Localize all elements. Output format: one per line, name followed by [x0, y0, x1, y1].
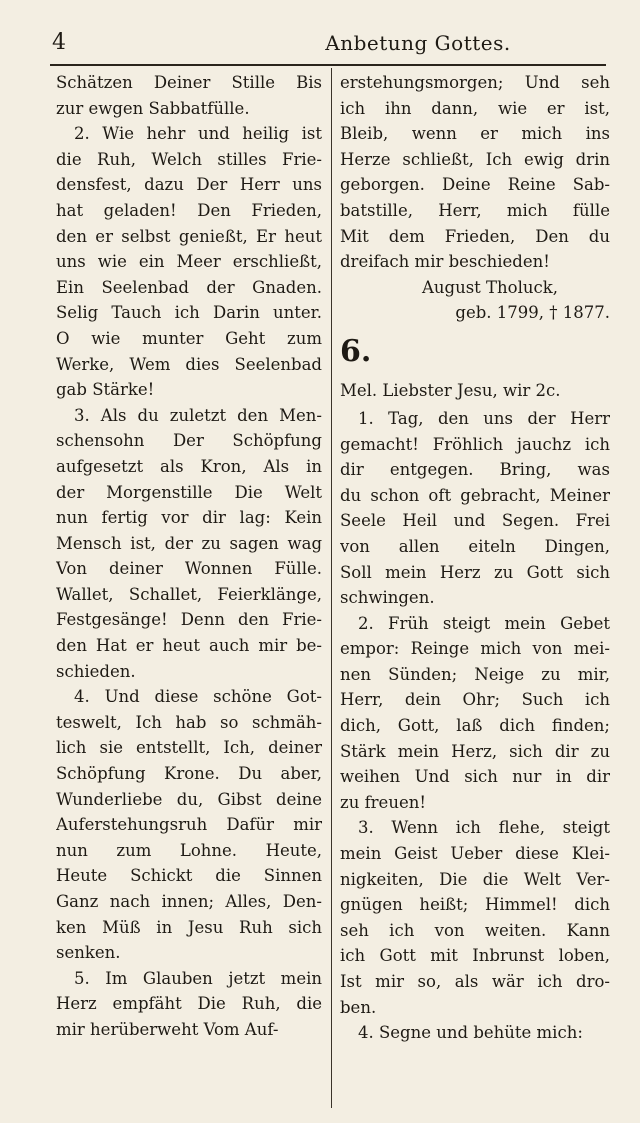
text-line: Bleib, wenn er mich ins: [340, 124, 610, 144]
text-line: uns wie ein Meer erschließt,: [56, 252, 322, 272]
text-line: weihen Und sich nur in dir: [340, 767, 610, 787]
text-line: nun fertig vor dir lag: Kein: [56, 508, 322, 528]
hymn-number: 6.: [340, 333, 372, 369]
text-line: ben.: [340, 997, 377, 1017]
text-line: ich ihn dann, wie er ist,: [340, 98, 610, 118]
text-line: Wallet, Schallet, Feierklänge,: [56, 584, 322, 604]
text-line: ich Gott mit Inbrunst loben,: [340, 946, 610, 966]
text-line: gnügen heißt; Himmel! dich: [340, 895, 610, 915]
text-line: Heute Schickt die Sinnen: [56, 866, 322, 886]
text-line: Mit dem Frieden, Den du: [340, 226, 610, 246]
text-line: 4. Segne und behüte mich:: [358, 1023, 583, 1043]
text-line: von allen eiteln Dingen,: [340, 536, 610, 556]
text-line: 5. Im Glauben jetzt mein: [74, 968, 322, 988]
melody-line: Mel. Liebster Jesu, wir 2c.: [340, 380, 561, 400]
text-line: geborgen. Deine Reine Sab-: [340, 175, 610, 195]
text-line: lich sie entstellt, Ich, deiner: [56, 738, 322, 758]
text-line: Ist mir so, als wär ich dro-: [340, 972, 610, 991]
text-line: dir entgegen. Bring, was: [340, 460, 610, 480]
hymn-6-text: [340, 406, 610, 1046]
text-line: Festgesänge! Denn den Frie-: [56, 610, 322, 630]
text-line: Auferstehungsruh Dafür mir: [56, 815, 322, 835]
text-line: Wunderliebe du, Gibst deine: [56, 789, 322, 809]
text-line: empor: Reinge mich von mei-: [340, 639, 610, 659]
text-line: Mensch ist, der zu sagen wag: [56, 533, 322, 553]
text-line: gab Stärke!: [56, 380, 155, 400]
text-line: dreifach mir beschieden!: [340, 252, 550, 272]
text-line: zu freuen!: [340, 792, 426, 812]
right-column: [340, 70, 610, 1046]
text-line: ken Müß in Jesu Ruh sich: [56, 917, 322, 937]
text-line: nun zum Lohne. Heute,: [56, 840, 322, 860]
text-line: hat geladen! Den Frieden,: [56, 200, 322, 220]
text-line: Seele Heil und Segen. Frei: [340, 511, 610, 531]
attribution-dates: geb. 1799, † 1877.: [455, 303, 610, 323]
text-line: den Hat er heut auch mir be-: [56, 636, 322, 656]
text-line: 4. Und diese schöne Got-: [74, 687, 322, 707]
text-line: nigkeiten, Die die Welt Ver-: [340, 869, 610, 889]
text-line: erstehungsmorgen; Und seh: [340, 73, 610, 92]
text-line: densfest, dazu Der Herr uns: [56, 175, 322, 195]
text-line: Selig Tauch ich Darin unter.: [56, 303, 322, 323]
text-line: aufgesetzt als Kron, Als in: [56, 456, 322, 476]
attribution-author: August Tholuck,: [421, 277, 558, 297]
text-line: mir herüberweht Vom Auf-: [56, 1019, 279, 1039]
text-line: Herze schließt, Ich ewig drin: [340, 149, 610, 169]
text-line: O wie munter Geht zum: [56, 328, 322, 348]
text-line: Stärk mein Herz, sich dir zu: [340, 741, 610, 761]
column-divider: [331, 68, 332, 1108]
text-line: nen Sünden; Neige zu mir,: [340, 664, 610, 684]
text-line: schwingen.: [340, 588, 435, 608]
header-rule: [50, 64, 606, 66]
text-line: Herr, dein Ohr; Such ich: [340, 690, 610, 710]
text-line: Ganz nach innen; Alles, Den-: [56, 892, 322, 911]
text-line: du schon oft gebracht, Meiner: [340, 485, 610, 505]
text-line: die Ruh, Welch stilles Frie-: [56, 149, 322, 169]
text-line: 2. Wie hehr und heilig ist: [74, 124, 322, 144]
text-line: der Morgenstille Die Welt: [56, 482, 322, 502]
text-line: zur ewgen Sabbatfülle.: [56, 98, 250, 118]
text-line: 3. Als du zuletzt den Men-: [74, 405, 322, 425]
text-line: senken.: [56, 943, 121, 963]
text-line: Schöpfung Krone. Du aber,: [56, 764, 322, 784]
text-line: seh ich von weiten. Kann: [340, 920, 610, 940]
text-line: dich, Gott, laß dich finden;: [340, 716, 610, 736]
text-line: gemacht! Fröhlich jauchz ich: [340, 434, 610, 454]
text-line: batstille, Herr, mich fülle: [340, 200, 610, 220]
text-line: Soll mein Herz zu Gott sich: [340, 562, 610, 582]
text-line: 3. Wenn ich flehe, steigt: [358, 818, 610, 838]
left-column: [56, 70, 322, 1043]
text-line: Ein Seelenbad der Gnaden.: [56, 277, 322, 297]
page-header: [0, 0, 640, 62]
text-line: Von deiner Wonnen Fülle.: [56, 559, 322, 579]
page-number: 4: [52, 30, 66, 55]
running-title: Anbetung Gottes.: [325, 31, 511, 55]
text-line: Werke, Wem dies Seelenbad: [56, 354, 322, 374]
text-line: 1. Tag, den uns der Herr: [358, 408, 610, 428]
text-line: mein Geist Ueber diese Klei-: [340, 844, 610, 864]
text-line: 2. Früh steigt mein Gebet: [358, 613, 610, 633]
text-line: den er selbst genießt, Er heut: [56, 226, 322, 246]
text-line: schensohn Der Schöpfung: [56, 431, 322, 451]
text-line: Schätzen Deiner Stille Bis: [56, 73, 322, 92]
text-line: schieden.: [56, 661, 136, 681]
text-line: Herz empfäht Die Ruh, die: [56, 994, 322, 1014]
hymn-5-ending: [340, 70, 610, 275]
text-line: teswelt, Ich hab so schmäh-: [56, 712, 322, 732]
